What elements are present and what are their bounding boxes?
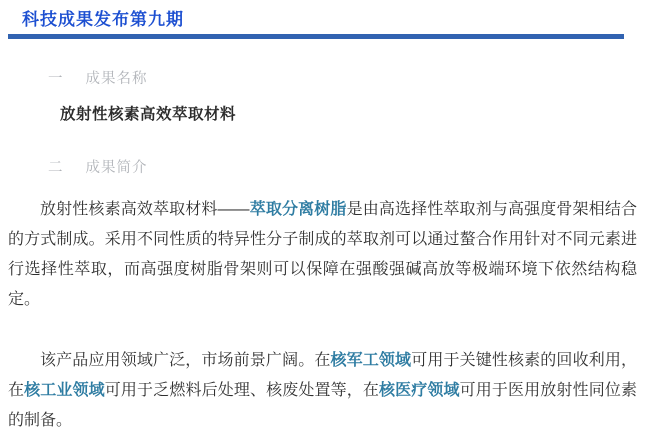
highlighted-term: 核军工领域 xyxy=(330,352,412,369)
result-name: 放射性核素高效萃取材料 xyxy=(60,106,237,123)
section-2-header xyxy=(48,160,645,176)
section-2-label: 成果简介 xyxy=(85,160,148,176)
highlighted-term: 萃取分离树脂 xyxy=(249,201,347,218)
text-segment: 该产品应用领域广泛，市场前景广阔。在 xyxy=(40,352,331,369)
highlighted-term: 核工业领域 xyxy=(24,382,105,399)
section-1-label: 成果名称 xyxy=(85,71,148,87)
intro-paragraph-2 xyxy=(8,346,637,436)
section-1-header xyxy=(48,71,645,87)
title-divider-bar xyxy=(8,34,624,39)
page-title: 科技成果发布第九期 xyxy=(22,10,184,29)
text-segment: 是由高选择性萃取剂与高强度骨架相结合的方式制成。采用不同性质的特异性分子制成的萃取剂可以通过螯合作用针对不同元素进行选择性萃取，而高强度树脂骨架则可以保障在强酸强碱高放等极端环境下依然结构稳定。 xyxy=(8,201,637,308)
intro-paragraph-1 xyxy=(8,195,637,315)
highlighted-term: 核医疗领域 xyxy=(379,382,460,399)
section-1-number: 一 xyxy=(48,71,64,87)
text-segment: 放射性核素高效萃取材料—— xyxy=(40,201,250,218)
text-segment: 可用于乏燃料后处理、核废处置等，在 xyxy=(104,382,379,399)
section-2-number: 二 xyxy=(48,160,64,176)
text-segment: 可用于关键性核素的回收利用，在 xyxy=(8,352,637,399)
text-segment: 可用于医用放射性同位素的制备。 xyxy=(8,382,637,429)
